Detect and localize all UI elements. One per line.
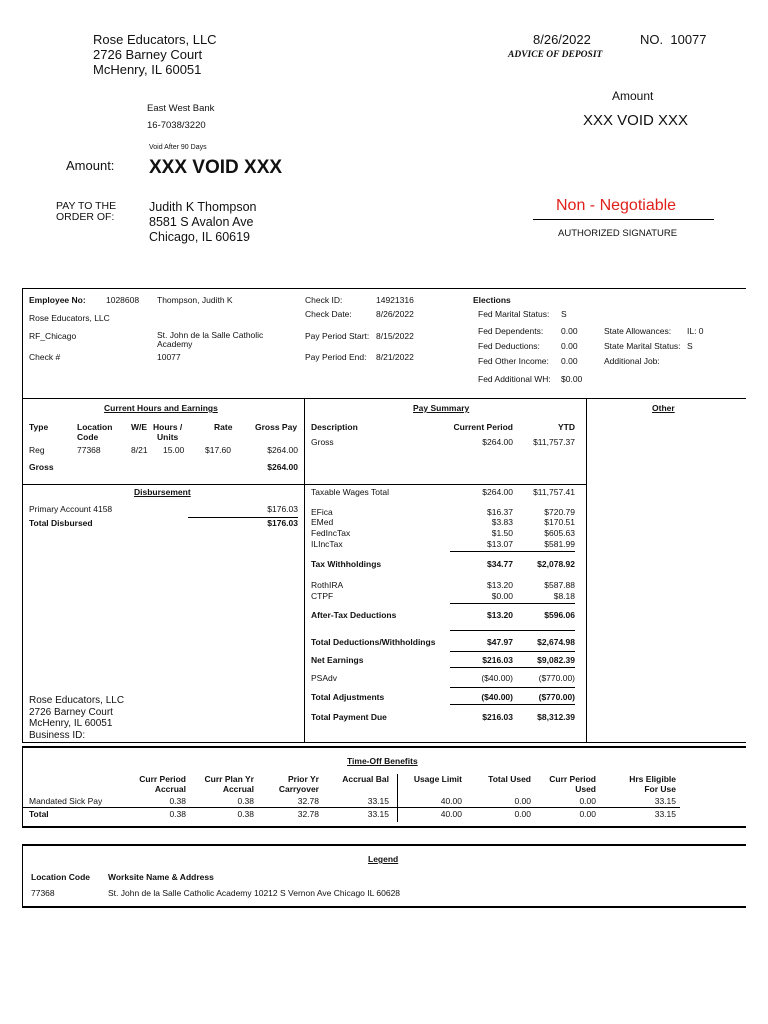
summary-ytd: ($770.00) xyxy=(538,692,575,702)
tax-ytd: $581.99 xyxy=(544,539,575,549)
header-line-2: Used xyxy=(575,784,596,794)
fed-other-income-label: Fed Other Income: xyxy=(478,356,549,366)
fed-deductions: 0.00 xyxy=(561,341,578,351)
header-line-2: Accrual xyxy=(154,784,186,794)
advice-of-deposit: ADVICE OF DEPOSIT xyxy=(508,50,603,60)
net-underline xyxy=(450,667,575,668)
aftertax-ytd: $587.88 xyxy=(544,580,575,590)
summary-current: ($40.00) xyxy=(481,673,513,683)
check-num-label: Check # xyxy=(29,352,61,362)
summary-label: PSAdv xyxy=(311,673,337,683)
timeoff-col-carryover xyxy=(249,774,319,794)
employee-no-label: Employee No: xyxy=(29,295,86,305)
company-city: McHenry, IL 60051 xyxy=(93,62,202,77)
summary-ytd: $9,082.39 xyxy=(537,655,575,665)
summary-label: Total Deductions/Withholdings xyxy=(311,637,436,647)
header-line-1: Hrs Eligible xyxy=(629,774,676,784)
disbursement-divider xyxy=(22,484,304,485)
stub-left-border xyxy=(22,288,23,742)
legend-col-code: Location Code xyxy=(31,872,91,882)
timeoff-col-usage-limit xyxy=(392,774,462,784)
timeoff-cell: 0.00 xyxy=(579,809,596,819)
col-type: Type xyxy=(29,422,49,432)
column-divider-2 xyxy=(586,398,587,742)
deductions-rule xyxy=(450,630,575,631)
timeoff-cell: 32.78 xyxy=(297,796,319,806)
summary-label: Total Payment Due xyxy=(311,712,387,722)
void-amount-right: XXX VOID XXX xyxy=(583,112,689,129)
state-marital: S xyxy=(687,341,693,351)
legend-top-border xyxy=(22,844,746,846)
tax-ytd: $170.51 xyxy=(544,517,575,527)
header-line-1: Curr Period xyxy=(139,774,186,784)
other-title: Other xyxy=(652,403,675,413)
state-marital-label: State Marital Status: xyxy=(604,341,681,351)
earnings-type: Reg xyxy=(29,445,45,455)
employer-street: 2726 Barney Court xyxy=(29,706,113,718)
header-line-2: Accrual xyxy=(222,784,254,794)
summary-ytd: $11,757.41 xyxy=(533,487,575,497)
timeoff-cell: 40.00 xyxy=(440,796,462,806)
stub-top-border xyxy=(22,288,746,289)
pay-period-end-label: Pay Period End: xyxy=(305,352,367,362)
employee-company: Rose Educators, LLC xyxy=(29,313,110,323)
col-location-line-2: Code xyxy=(77,432,99,442)
summary-ytd: $596.06 xyxy=(544,610,575,620)
timeoff-cell: 32.78 xyxy=(297,809,319,819)
check-num: 10077 xyxy=(157,352,181,362)
timeoff-cell: 0.38 xyxy=(169,809,186,819)
pay-to-line-1: PAY TO THE xyxy=(56,200,117,212)
earnings-rate: $17.60 xyxy=(205,445,231,455)
payee-address xyxy=(149,200,256,245)
additional-job-label: Additional Job: xyxy=(604,356,660,366)
timeoff-cell: 0.00 xyxy=(579,796,596,806)
pay-to-line-2: ORDER OF: xyxy=(56,211,115,223)
check-date: 8/26/2022 xyxy=(533,32,591,47)
adjustments-underline xyxy=(450,704,575,705)
signature-line xyxy=(533,219,714,220)
header-line-2: Carryover xyxy=(278,784,319,794)
timeoff-col-plan-accrual xyxy=(184,774,254,794)
col-gross: Gross Pay xyxy=(255,422,298,432)
summary-current: $13.20 xyxy=(487,610,513,620)
timeoff-col-curr-accrual xyxy=(116,774,186,794)
summary-ytd: $8,312.39 xyxy=(537,712,575,722)
fed-marital-label: Fed Marital Status: xyxy=(478,309,550,319)
total-disbursed-amount: $176.03 xyxy=(267,518,298,528)
check-number-value: 10077 xyxy=(670,32,707,47)
col-hours-line-2: Units xyxy=(157,432,179,442)
earnings-gross: $264.00 xyxy=(267,445,298,455)
summary-current: $47.97 xyxy=(487,637,513,647)
summary-label: Total Adjustments xyxy=(311,692,385,702)
school-line-2: Academy xyxy=(157,339,193,349)
payee-name: Judith K Thompson xyxy=(149,200,257,214)
timeoff-cell: 0.38 xyxy=(237,809,254,819)
timeoff-row-label: Total xyxy=(29,809,49,819)
fed-marital: S xyxy=(561,309,567,319)
fed-additional-wh: $0.00 xyxy=(561,374,583,384)
payee-city: Chicago, IL 60619 xyxy=(149,230,251,244)
fed-dependents: 0.00 xyxy=(561,326,578,336)
bank-routing: 16-7038/3220 xyxy=(147,120,206,131)
void-after-notice: Void After 90 Days xyxy=(149,144,207,151)
school-line-1: St. John de la Salle Catholic xyxy=(157,330,264,340)
check-id: 14921316 xyxy=(376,295,414,305)
header-line-1: Total Used xyxy=(488,774,531,784)
amount-label: Amount: xyxy=(66,158,115,173)
fed-dependents-label: Fed Dependents: xyxy=(478,326,544,336)
legend-site: St. John de la Salle Catholic Academy 10212 S Vernon Ave Chicago IL 60628 xyxy=(108,888,401,898)
check-id-label: Check ID: xyxy=(305,295,343,305)
tax-current: $3.83 xyxy=(491,517,513,527)
col-ytd: YTD xyxy=(558,422,575,432)
timeoff-row-label: Mandated Sick Pay xyxy=(29,796,103,806)
elections-label: Elections xyxy=(473,295,511,305)
aftertax-current: $13.20 xyxy=(487,580,513,590)
tax-label: EFica xyxy=(311,507,333,517)
gross-label: Gross xyxy=(29,462,54,472)
non-negotiable-stamp: Non - Negotiable xyxy=(556,197,677,214)
col-hours xyxy=(153,422,182,442)
employee-location: RF_Chicago xyxy=(29,331,77,341)
col-we: W/E xyxy=(131,422,148,432)
aftertax-ytd: $8.18 xyxy=(553,591,575,601)
legend-code: 77368 xyxy=(31,888,55,898)
primary-account-label: Primary Account 4158 xyxy=(29,504,113,514)
employee-name: Thompson, Judith K xyxy=(157,295,233,305)
aftertax-label: CTPF xyxy=(311,591,334,601)
legend-bottom-border xyxy=(22,906,746,908)
primary-account-amount: $176.03 xyxy=(267,504,298,514)
timeoff-bottom-border xyxy=(22,826,746,828)
timeoff-cell: 33.15 xyxy=(654,809,676,819)
fed-other-income: 0.00 xyxy=(561,356,578,366)
timeoff-cell: 0.00 xyxy=(514,809,531,819)
pay-summary-title: Pay Summary xyxy=(413,403,470,413)
summary-current: $264.00 xyxy=(482,437,513,447)
timeoff-cell: 0.38 xyxy=(237,796,254,806)
gross-total: $264.00 xyxy=(267,462,298,472)
earnings-title: Current Hours and Earnings xyxy=(104,403,218,413)
timeoff-cell: 33.15 xyxy=(654,796,676,806)
aftertax-rule xyxy=(450,603,575,604)
summary-label: Taxable Wages Total xyxy=(311,487,389,497)
company-name: Rose Educators, LLC xyxy=(93,32,217,47)
employer-address xyxy=(29,695,124,741)
employee-school xyxy=(157,331,263,349)
tax-current: $1.50 xyxy=(491,528,513,538)
header-line-2: For Use xyxy=(644,784,676,794)
tax-ytd: $720.79 xyxy=(544,507,575,517)
timeoff-col-accrual-bal xyxy=(319,774,389,784)
summary-label: Net Earnings xyxy=(311,655,364,665)
aftertax-current: $0.00 xyxy=(491,591,513,601)
col-hours-line-1: Hours / xyxy=(153,422,183,432)
summary-ytd: $11,757.37 xyxy=(533,437,575,447)
header-line-1: Usage Limit xyxy=(413,774,462,784)
timeoff-cell: 0.00 xyxy=(514,796,531,806)
pay-period-start: 8/15/2022 xyxy=(376,331,414,341)
summary-ytd: ($770.00) xyxy=(538,673,575,683)
column-divider-1 xyxy=(304,398,305,742)
header-line-1: Prior Yr xyxy=(287,774,319,784)
col-current-period: Current Period xyxy=(453,422,513,432)
summary-current: $264.00 xyxy=(482,487,513,497)
header-line-1: Curr Plan Yr xyxy=(204,774,254,784)
legend-col-site: Worksite Name & Address xyxy=(108,872,214,882)
total-disbursed-label: Total Disbursed xyxy=(29,518,93,528)
amount-label-right: Amount xyxy=(612,89,654,103)
timeoff-cell: 33.15 xyxy=(367,796,389,806)
timeoff-title: Time-Off Benefits xyxy=(347,756,418,766)
tax-rule xyxy=(450,551,575,552)
legend-title: Legend xyxy=(368,854,399,864)
section-divider xyxy=(22,398,746,399)
earnings-hours: 15.00 xyxy=(163,445,185,455)
timeoff-col-total-used xyxy=(461,774,531,784)
summary-current: $216.03 xyxy=(482,712,513,722)
payee-street: 8581 S Avalon Ave xyxy=(149,215,254,229)
pay-to-label xyxy=(56,201,116,223)
check-number-label: NO. xyxy=(640,32,664,47)
timeoff-cell: 40.00 xyxy=(440,809,462,819)
tax-label: EMed xyxy=(311,517,334,527)
summary-current: $34.77 xyxy=(487,559,513,569)
check-date-value: 8/26/2022 xyxy=(376,309,414,319)
tax-label: ILIncTax xyxy=(311,539,343,549)
header-line-1: Accrual Bal xyxy=(342,774,389,784)
tax-label: FedIncTax xyxy=(311,528,351,538)
state-allowances-label: State Allowances: xyxy=(604,326,672,336)
timeoff-top-border xyxy=(22,746,746,748)
timeoff-cell: 0.38 xyxy=(169,796,186,806)
check-date-label: Check Date: xyxy=(305,309,352,319)
legend-left-border xyxy=(22,844,23,906)
timeoff-total-rule xyxy=(22,807,680,808)
business-id-label: Business ID: xyxy=(29,729,86,741)
tax-ytd: $605.63 xyxy=(544,528,575,538)
header-line-1: Curr Period xyxy=(549,774,596,784)
tax-current: $13.07 xyxy=(487,539,513,549)
timeoff-col-hrs-eligible xyxy=(606,774,676,794)
employer-city: McHenry, IL 60051 xyxy=(29,718,113,729)
summary-label: Gross xyxy=(311,437,334,447)
col-rate: Rate xyxy=(214,422,233,432)
timeoff-left-border xyxy=(22,746,23,826)
col-description: Description xyxy=(311,422,358,432)
earnings-location: 77368 xyxy=(77,445,101,455)
state-allowances: IL: 0 xyxy=(687,326,704,336)
summary-current: $216.03 xyxy=(482,655,513,665)
pay-period-end: 8/21/2022 xyxy=(376,352,414,362)
timeoff-col-curr-used xyxy=(526,774,596,794)
summary-label: Tax Withholdings xyxy=(311,559,382,569)
summary-divider xyxy=(304,484,586,485)
summary-current: ($40.00) xyxy=(481,692,513,702)
col-location-line-1: Location xyxy=(77,422,113,432)
summary-ytd: $2,078.92 xyxy=(537,559,575,569)
pay-period-start-label: Pay Period Start: xyxy=(305,331,370,341)
timeoff-cell: 33.15 xyxy=(367,809,389,819)
summary-label: After-Tax Deductions xyxy=(311,610,397,620)
fed-deductions-label: Fed Deductions: xyxy=(478,341,540,351)
void-amount: XXX VOID XXX xyxy=(149,157,283,178)
employee-no: 1028608 xyxy=(106,295,140,305)
company-street: 2726 Barney Court xyxy=(93,47,203,62)
adjustments-rule xyxy=(450,687,575,688)
stub-bottom-border xyxy=(22,742,746,743)
check-number xyxy=(640,32,707,47)
bank-name: East West Bank xyxy=(147,103,215,114)
tax-current: $16.37 xyxy=(487,507,513,517)
disbursement-title: Disbursement xyxy=(134,487,191,497)
col-location xyxy=(77,422,112,442)
summary-ytd: $2,674.98 xyxy=(537,637,575,647)
aftertax-label: RothIRA xyxy=(311,580,344,590)
authorized-signature-label: AUTHORIZED SIGNATURE xyxy=(558,228,678,239)
net-rule xyxy=(450,651,575,652)
fed-additional-wh-label: Fed Additional WH: xyxy=(478,374,551,384)
employer-name: Rose Educators, LLC xyxy=(29,695,125,706)
earnings-we: 8/21 xyxy=(131,445,148,455)
